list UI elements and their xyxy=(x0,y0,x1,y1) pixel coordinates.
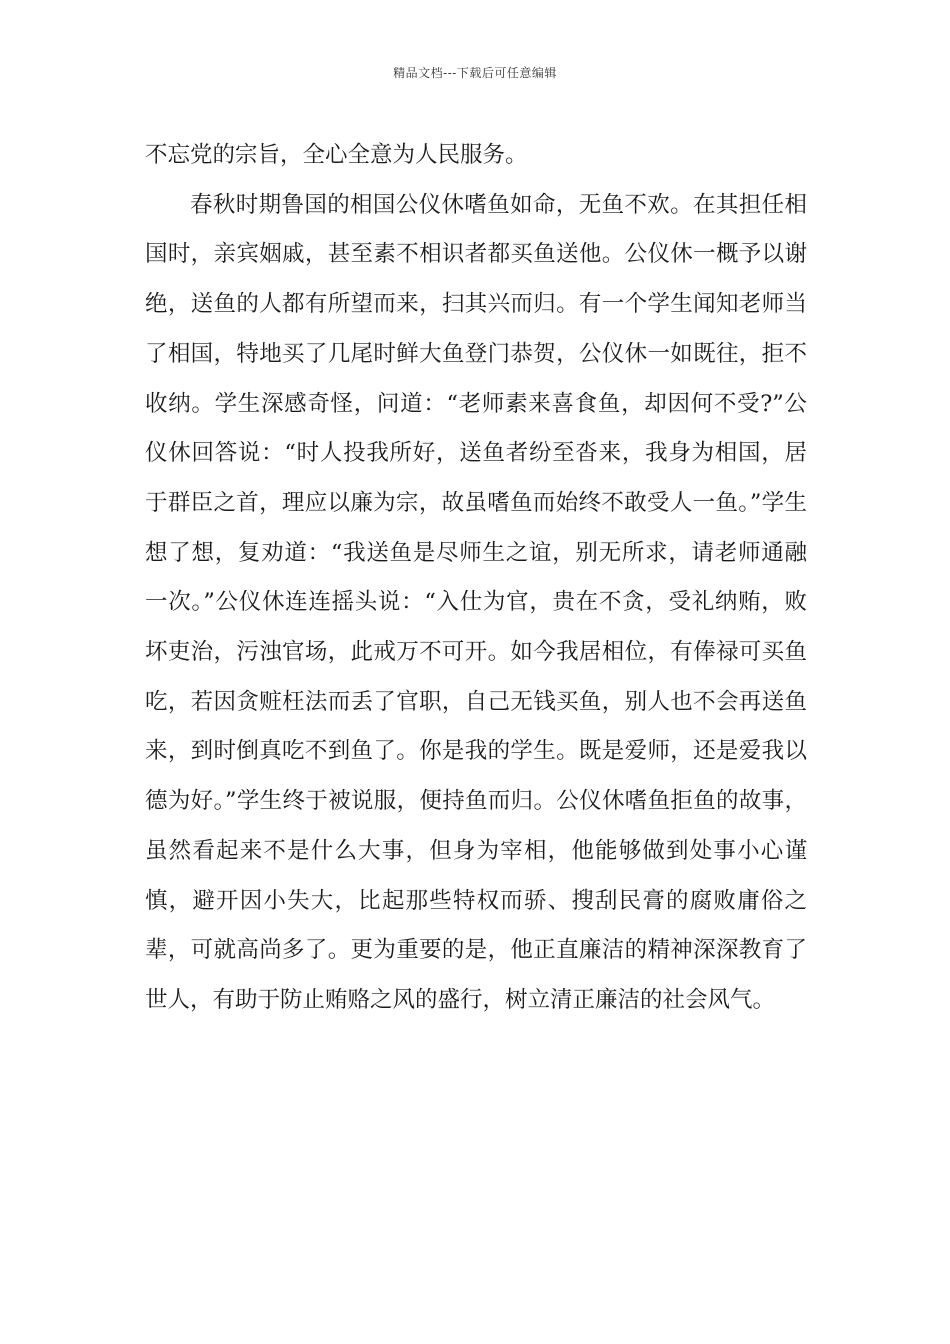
paragraph-2: 春秋时期鲁国的相国公仪休嗜鱼如命，无鱼不欢。在其担任相国时，亲宾姻戚，甚至素不相识者都买鱼送他。公仪休一概予以谢绝，送鱼的人都有所望而来，扫其兴而归。有一个学生闻知老师当了相国，特地买了几尾时鲜大鱼登门恭贺，公仪休一如既往，拒不收纳。学生深感奇怪，问道：“老师素来喜食鱼，却因何不受?”公仪休回答说：“时人投我所好，送鱼者纷至沓来，我身为相国，居于群臣之首，理应以廉为宗，故虽嗜鱼而始终不敢受人一鱼。”学生想了想，复劝道：“我送鱼是尽师生之谊，别无所求，请老师通融一次。”公仪休连连摇头说：“入仕为官，贵在不贪，受礼纳贿，败坏吏治，污浊官场，此戒万不可开。如今我居相位，有俸禄可买鱼吃，若因贪赃枉法而丢了官职，自己无钱买鱼，别人也不会再送鱼来，到时倒真吃不到鱼了。你是我的学生。既是爱师，还是爱我以德为好。”学生终于被说服，便持鱼而归。公仪休嗜鱼拒鱼的故事，虽然看起来不是什么大事，但身为宰相，他能够做到处事小心谨慎，避开因小失大，比起那些特权而骄、搜刮民膏的腐败庸俗之辈，可就高尚多了。更为重要的是，他正直廉洁的精神深深教育了世人，有助于防止贿赂之风的盛行，树立清正廉洁的社会风气。 xyxy=(145,191,807,1013)
document-body xyxy=(145,131,807,1026)
page-header: 精品文档---下载后可任意编辑 xyxy=(393,66,557,80)
paragraph-1: 不忘党的宗旨，全心全意为人民服务。 xyxy=(145,142,528,168)
